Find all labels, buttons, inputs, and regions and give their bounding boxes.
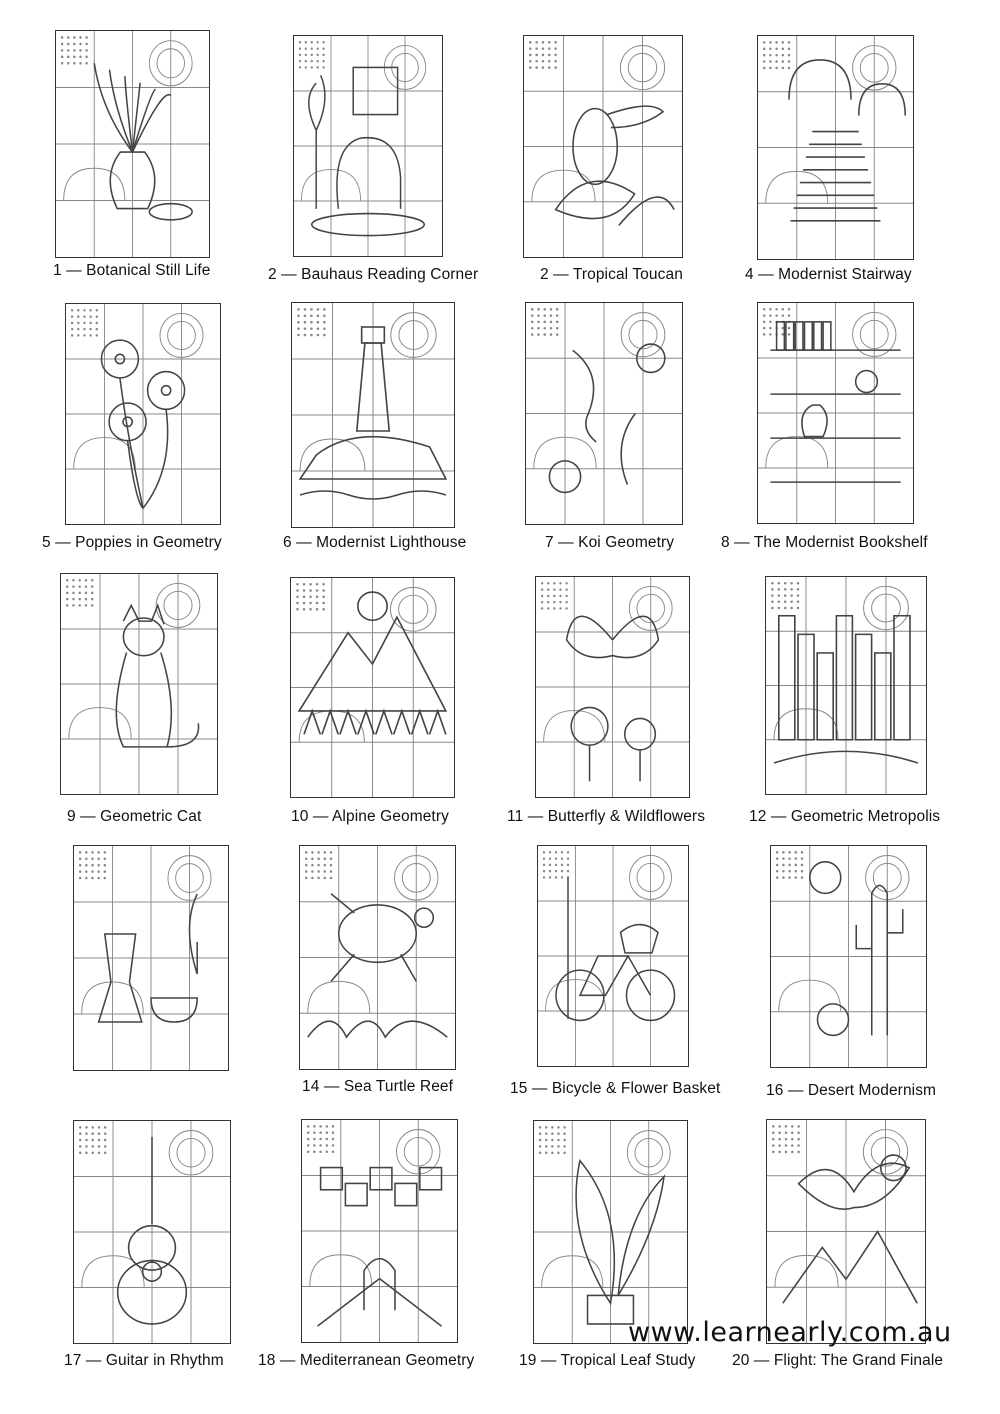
coloring-page-thumbnail [290,577,455,798]
coloring-page-thumbnail [301,1119,458,1343]
city-icon [766,577,926,794]
bicycle-icon [538,846,688,1066]
page-caption: 8 — The Modernist Bookshelf [721,534,928,551]
page-caption: 10 — Alpine Geometry [291,808,449,825]
page-caption: 4 — Modernist Stairway [745,266,912,283]
page-caption: 9 — Geometric Cat [67,808,202,825]
coffee-pot-icon [74,846,228,1070]
page-caption: 18 — Mediterranean Geometry [258,1352,475,1369]
leaf-icon [534,1121,687,1343]
page-caption: 11 — Butterfly & Wildflowers [507,808,706,825]
coloring-page-thumbnail [537,845,689,1067]
coloring-page-thumbnail [525,302,683,525]
coloring-page-thumbnail [73,1120,231,1344]
coloring-page-thumbnail [293,35,443,257]
page-caption: 17 — Guitar in Rhythm [64,1352,224,1369]
turtle-icon [300,846,455,1069]
cat-icon [61,574,217,794]
coloring-page-thumbnail [523,35,683,258]
butterfly-icon [536,577,689,797]
page-caption: 14 — Sea Turtle Reef [302,1078,454,1095]
page-caption: 1 — Botanical Still Life [53,262,211,279]
page-caption: 7 — Koi Geometry [545,534,675,551]
coloring-page-thumbnail [765,576,927,795]
page-caption: 6 — Modernist Lighthouse [283,534,467,551]
page-caption: 15 — Bicycle & Flower Basket [510,1080,721,1097]
coloring-page-thumbnail [299,845,456,1070]
page-caption: 5 — Poppies in Geometry [42,534,222,551]
cactus-icon [771,846,926,1067]
coloring-page-thumbnail [65,303,221,525]
page-caption: 16 — Desert Modernism [766,1082,937,1099]
poppy-icon [66,304,220,524]
village-icon [302,1120,457,1342]
coloring-page-thumbnail [60,573,218,795]
coloring-page-thumbnail [533,1120,688,1344]
koi-icon [526,303,682,524]
coloring-page-thumbnail [766,1119,926,1344]
mountain-icon [291,578,454,797]
chair-plant-icon [294,36,442,256]
coloring-page-thumbnail [757,302,914,524]
guitar-icon [74,1121,230,1343]
coloring-page-thumbnail [770,845,927,1068]
website-url: www.learnearly.com.au [628,1317,952,1348]
page-caption: 2 — Tropical Toucan [540,266,683,283]
bookshelf-icon [758,303,913,523]
stairway-icon [758,36,913,259]
coloring-page-thumbnail [535,576,690,798]
page-caption: 12 — Geometric Metropolis [749,808,941,825]
page-caption: 20 — Flight: The Grand Finale [732,1352,944,1369]
lighthouse-icon [292,303,454,527]
coloring-page-thumbnail [55,30,210,258]
coloring-page-thumbnail [757,35,914,260]
coloring-page-thumbnail [291,302,455,528]
coloring-page-thumbnail [73,845,229,1071]
vase-plant-icon [56,31,209,257]
toucan-icon [524,36,682,257]
page-caption: 2 — Bauhaus Reading Corner [268,266,479,283]
page-caption: 19 — Tropical Leaf Study [519,1352,696,1369]
eagle-icon [767,1120,925,1343]
